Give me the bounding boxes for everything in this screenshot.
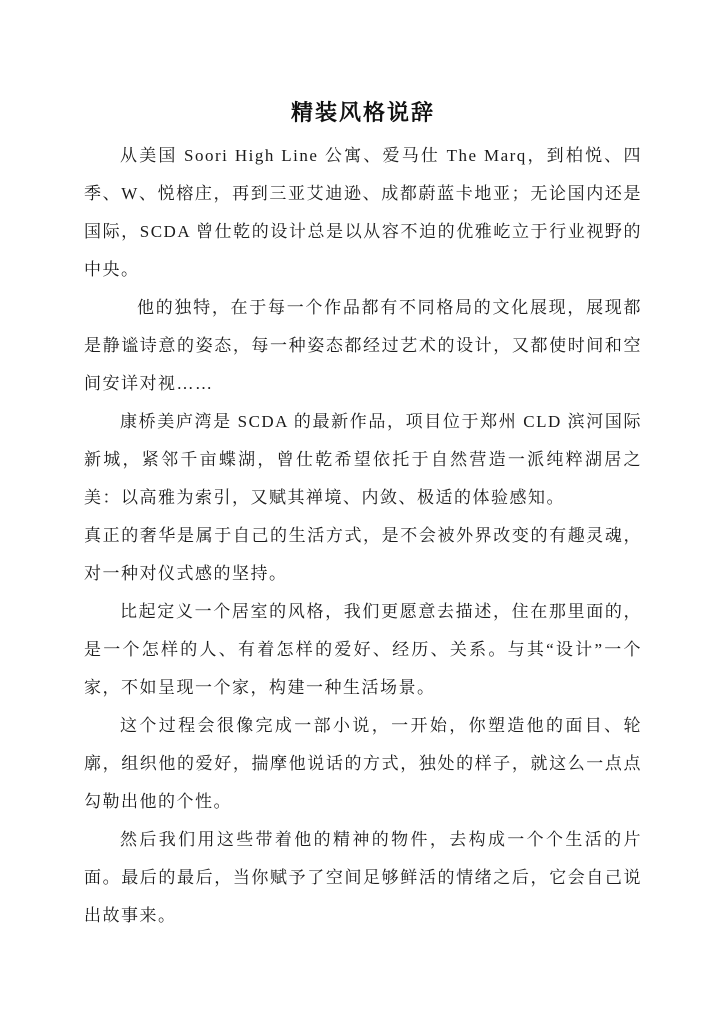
paragraph: 这个过程会很像完成一部小说，一开始，你塑造他的面目、轮廓，组织他的爱好，揣摩他说话的方式，独处的样子，就这么一点点勾勒出他的个性。 [84,716,642,811]
document-content [84,97,642,935]
document-title: 精装风格说辞 [290,100,435,125]
paragraph: 比起定义一个居室的风格，我们更愿意去描述，住在那里面的，是一个怎样的人、有着怎样的爱好、经历、关系。与其“设计”一个家，不如呈现一个家，构建一种生活场景。 [84,602,642,697]
paragraph: 他的独特，在于每一个作品都有不同格局的文化展现，展现都是静谧诗意的姿态，每一种姿态都经过艺术的设计，又都使时间和空间安详对视…… [84,298,642,393]
paragraph: 真正的奢华是属于自己的生活方式，是不会被外界改变的有趣灵魂，对一种对仪式感的坚持。 [84,526,642,583]
paragraph: 康桥美庐湾是 SCDA 的最新作品，项目位于郑州 CLD 滨河国际新城，紧邻千亩蝶湖，曾仕乾希望依托于自然营造一派纯粹湖居之美：以高雅为索引，又赋其禅境、内敛、极适的体验感知。 [84,412,642,507]
paragraph: 然后我们用这些带着他的精神的物件，去构成一个个生活的片面。最后的最后，当你赋予了空间足够鲜活的情绪之后，它会自己说出故事来。 [84,830,642,925]
paragraph: 从美国 Soori High Line 公寓、爱马仕 The Marq，到柏悦、四季、W、悦榕庄，再到三亚艾迪逊、成都蔚蓝卡地亚；无论国内还是国际，SCDA 曾仕乾的设计总是以从容不迫的优雅屹立于行业视野的中央。 [84,146,642,279]
